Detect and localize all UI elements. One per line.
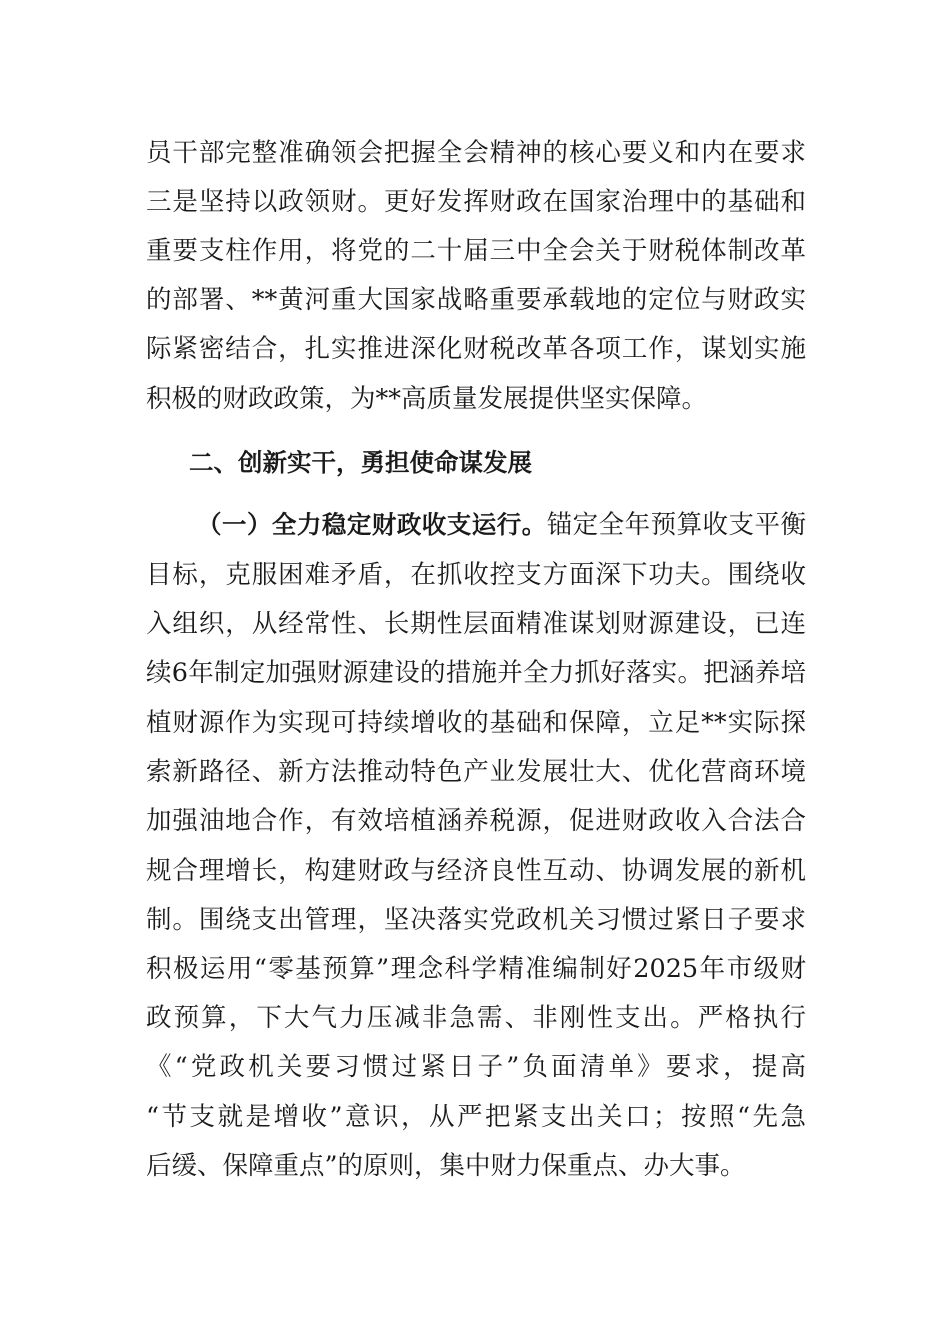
body-text-line: “节支就是增收”意识，从严把紧支出关口；按照“先急 <box>146 1102 806 1132</box>
body-text-line: 续6年制定加强财源建设的措施并全力抓好落实。把涵养培 <box>146 658 806 688</box>
body-text-line: 积极运用“零基预算”理念科学精准编制好2025年市级财 <box>146 954 806 984</box>
subsection-first-line <box>197 505 806 545</box>
body-text-line: 重要支柱作用，将党的二十届三中全会关于财税体制改革 <box>146 236 806 266</box>
body-text-line: 目标，克服困难矛盾，在抓收控支方面深下功夫。围绕收 <box>146 560 806 590</box>
body-text-line: 加强油地合作，有效培植涵养税源，促进财政收入合法合 <box>146 806 806 836</box>
body-text-line: 员干部完整准确领会把握全会精神的核心要义和内在要求 <box>146 138 806 168</box>
body-text-line: 入组织，从经常性、长期性层面精准谋划财源建设，已连 <box>146 609 806 639</box>
section-heading: 二、创新实干，勇担使命谋发展 <box>189 448 532 477</box>
body-text-line: 三是坚持以政领财。更好发挥财政在国家治理中的基础和 <box>146 187 806 217</box>
body-text-line: 积极的财政政策，为**高质量发展提供坚实保障。 <box>146 384 708 414</box>
subsection-title: （一）全力稳定财政收支运行。 <box>197 510 547 539</box>
body-text-line: 规合理增长，构建财政与经济良性互动、协调发展的新机 <box>146 856 806 886</box>
body-text-line: 植财源作为实现可持续增收的基础和保障，立足**实际探 <box>146 708 806 738</box>
body-text-line: 际紧密结合，扎实推进深化财税改革各项工作，谋划实施 <box>146 334 806 364</box>
body-text-line: 的部署、**黄河重大国家战略重要承载地的定位与财政实 <box>146 285 806 315</box>
body-text-line: 制。围绕支出管理，坚决落实党政机关习惯过紧日子要求 <box>146 905 806 935</box>
body-text-line: 后缓、保障重点”的原则，集中财力保重点、办大事。 <box>146 1151 746 1181</box>
subsection-first-line-text: 锚定全年预算收支平衡 <box>546 510 806 540</box>
body-text-line: 索新路径、新方法推动特色产业发展壮大、优化营商环境 <box>146 757 806 787</box>
body-text-line: 《“党政机关要习惯过紧日子”负面清单》要求，提高 <box>146 1052 806 1082</box>
body-text-line: 政预算，下大气力压减非急需、非刚性支出。严格执行 <box>146 1003 806 1033</box>
